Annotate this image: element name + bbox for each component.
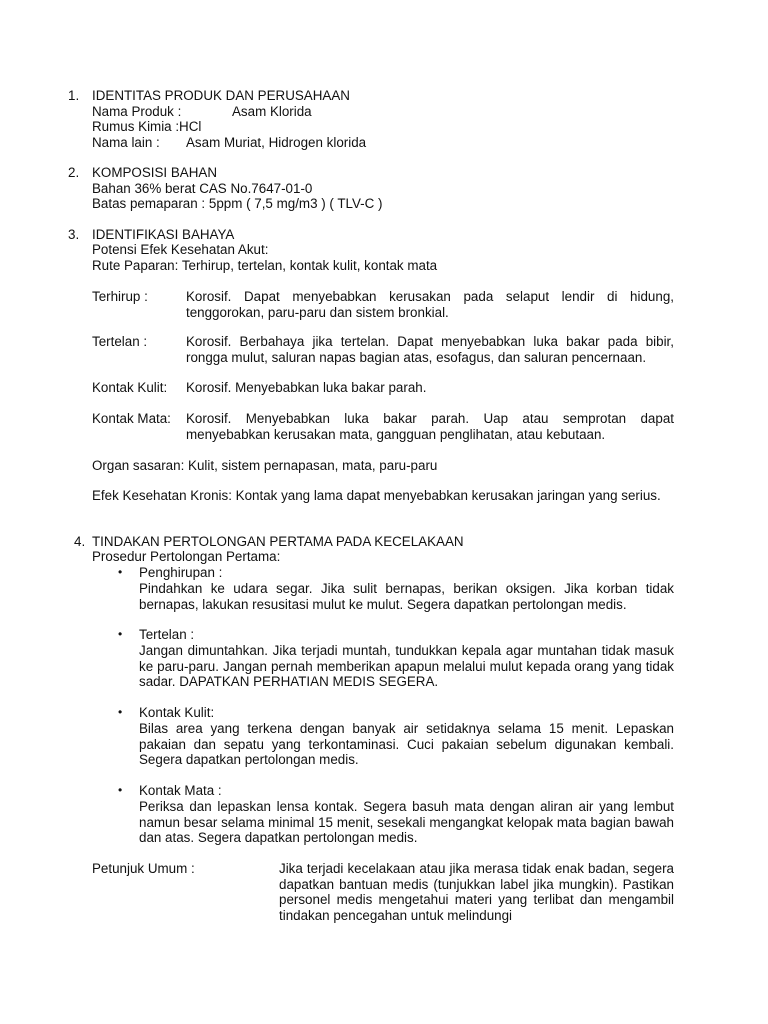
bullet: • xyxy=(118,705,123,719)
section-2-number: 2. xyxy=(68,165,80,180)
komposisi-line-2: Batas pemaparan : 5ppm ( 7,5 mg/m3 ) ( TLV-C ) xyxy=(92,196,383,211)
kontak-kulit-label: Kontak Kulit: xyxy=(92,380,168,395)
organ-sasaran: Organ sasaran: Kulit, sistem pernapasan, mata, paru-paru xyxy=(92,458,438,473)
kontak-mata-text: Periksa dan lepaskan lensa kontak. Segera basuh mata dengan aliran air yang lembut namun besar selama minimal 15 menit, sesekali mengangkat kelopak mata bagian bawah dan atas. Segera dapatkan pertolongan medis. xyxy=(139,799,674,845)
bullet: • xyxy=(118,565,123,579)
nama-lain-value: Asam Muriat, Hidrogen klorida xyxy=(186,135,367,150)
bullet: • xyxy=(118,783,123,797)
penghirupan-label: Penghirupan : xyxy=(139,565,223,580)
potensi-efek: Potensi Efek Kesehatan Akut: xyxy=(92,242,269,257)
penghirupan-text: Pindahkan ke udara segar. Jika sulit bernapas, berikan oksigen. Jika korban tidak bernapas, lakukan resusitasi mulut ke mulut. Segera dapatkan pertolongan medis. xyxy=(139,581,674,612)
section-1-number: 1. xyxy=(68,88,80,103)
section-2-title: KOMPOSISI BAHAN xyxy=(92,165,218,180)
section-3-title: IDENTIFIKASI BAHAYA xyxy=(92,227,235,242)
kontak-kulit-text: Korosif. Menyebabkan luka bakar parah. xyxy=(186,380,427,395)
prosedur-title: Prosedur Pertolongan Pertama: xyxy=(92,549,281,564)
tertelan-label: Tertelan : xyxy=(139,627,195,642)
tertelan-label: Tertelan : xyxy=(92,334,148,349)
nama-lain-label: Nama lain : xyxy=(92,135,160,150)
petunjuk-umum-label: Petunjuk Umum : xyxy=(92,861,195,876)
komposisi-line-1: Bahan 36% berat CAS No.7647-01-0 xyxy=(92,181,313,196)
bullet: • xyxy=(118,627,123,641)
petunjuk-umum-text: Jika terjadi kecelakaan atau jika merasa tidak enak badan, segera dapatkan bantuan medis (tunjukkan label jika mungkin). Pastikan personel medis mengetahui materi yang terlibat dan mengambil tindakan pencegahan untuk melindungi xyxy=(279,861,674,923)
kontak-kulit-text: Bilas area yang terkena dengan banyak air setidaknya selama 15 menit. Lepaskan pakaian dan sepatu yang terkontaminasi. Cuci pakaian sebelum digunakan kembali. Segera dapatkan pertolongan medis. xyxy=(139,721,674,767)
nama-produk-value: Asam Klorida xyxy=(232,104,312,119)
rumus-kimia: Rumus Kimia :HCl xyxy=(92,119,202,134)
terhirup-text: Korosif. Dapat menyebabkan kerusakan pada selaput lendir di hidung, tenggorokan, paru-paru dan sistem bronkial. xyxy=(186,289,674,320)
section-4-title: TINDAKAN PERTOLONGAN PERTAMA PADA KECELAKAAN xyxy=(92,534,464,549)
efek-kronis: Efek Kesehatan Kronis: Kontak yang lama dapat menyebabkan kerusakan jaringan yang serius. xyxy=(92,488,661,503)
kontak-mata-text: Korosif. Menyebabkan luka bakar parah. Uap atau semprotan dapat menyebabkan kerusakan mata, gangguan penglihatan, atau kebutaan. xyxy=(186,411,674,442)
section-1-title: IDENTITAS PRODUK DAN PERUSAHAAN xyxy=(92,88,350,103)
kontak-mata-label: Kontak Mata: xyxy=(92,411,171,426)
tertelan-text: Korosif. Berbahaya jika tertelan. Dapat menyebabkan luka bakar pada bibir, rongga mulut, saluran napas bagian atas, esofagus, dan saluran pencernaan. xyxy=(186,334,674,365)
kontak-kulit-label: Kontak Kulit: xyxy=(139,705,215,720)
nama-produk-label: Nama Produk : xyxy=(92,104,182,119)
rute-paparan: Rute Paparan: Terhirup, tertelan, kontak kulit, kontak mata xyxy=(92,258,438,273)
tertelan-text: Jangan dimuntahkan. Jika terjadi muntah, tundukkan kepala agar muntahan tidak masuk ke paru-paru. Jangan pernah memberikan apapun melalui mulut kepada orang yang tidak sadar. DAPATKAN PERHATIAN MEDIS SEGERA. xyxy=(139,643,674,689)
kontak-mata-label: Kontak Mata : xyxy=(139,783,222,798)
section-4-number: 4. xyxy=(74,534,86,549)
section-3-number: 3. xyxy=(68,227,80,242)
terhirup-label: Terhirup : xyxy=(92,289,148,304)
